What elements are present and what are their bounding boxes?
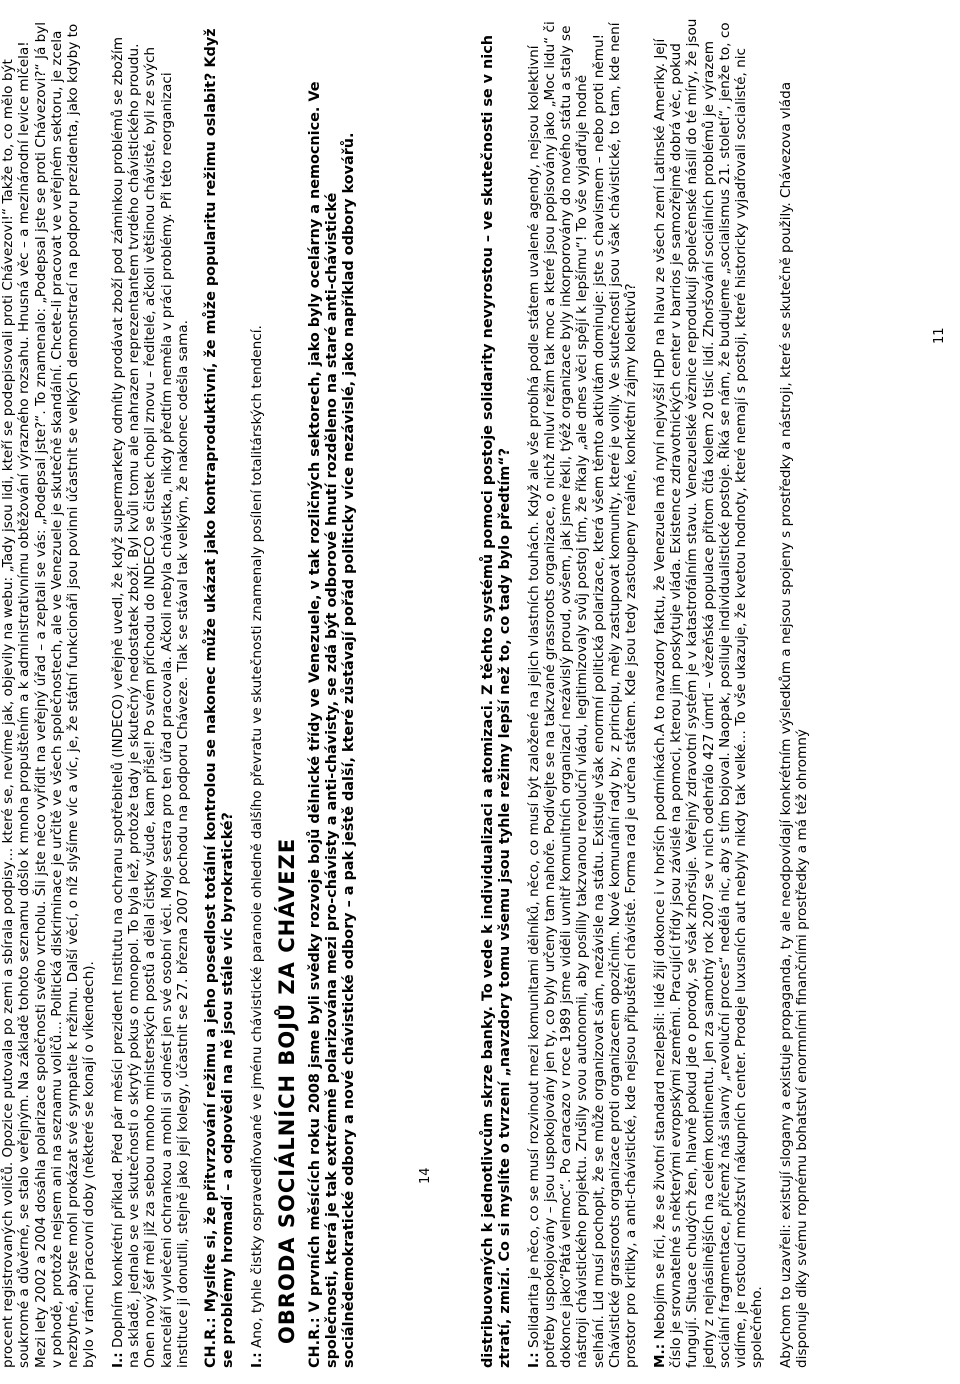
question-continued: distribuovaných k jednotlivcům skrze banky. To vede k individualizaci a atomizaci. Z těchto systémů pomoci postoje solidarity nevyrostou – ve skutečnosti se v nich ztratí, zmizí. Co si myslíte o tvrzení „navzdory tomu všemu jsou tyhle režimy lepší než to, co tady bylo předtím“? <box>480 34 513 1368</box>
section-question-paragraph <box>307 18 357 1368</box>
question-paragraph <box>203 18 237 1368</box>
intro-paragraph: procent registrovaných voličů. Opozice putovala po zemi a sbírala podpisy… které se, nevíme jak, objevily na webu: „Tady jsou lidi, kteří se podepisovali proti Chávezovi!“ Takže to, co mělo být soukromé a důvěrné, se stalo veřejným. Na základě tohoto seznamu došlo k mnoha propuštěním a k administrativnímu obtěžování výrazného rozsahu. Hnusná věc – a mezinárodní levice mlčela! Mezi lety 2002 a 2004 dosáhla polarizace společnosti svého vrcholu. Šli jste něco vyřídit na veřejný úřad – a zeptali se vás: „Podepsal jste?“. To znamenalo: „Podepsal jste se proti Chávezovi?“ Já byl v pohodě, protože nejsem ani na seznamu voličů… Politická diskriminace je určitě ve všech společnostech, ale ve Venezuele je skutečně skandální. Chcete-li pracovat ve veřejném sektoru, je zcela nezbytné, abyste mohl prokázat své sympatie k režimu. Další věcí, o níž slyšíme víc a víc, je, že státní funkcionáři jsou povinni účastnit se velkých demonstrací na podporu prezidenta, jako kdyby to bylo v rámci pracovní doby (některé se konají o víkendech). <box>0 21 98 1368</box>
speaker-label: CH.R.: <box>307 1317 324 1368</box>
left-text-column <box>0 18 358 1368</box>
answer-text: Doplním konkrétní příklad. Před pár měsíci prezident Institutu na ochranu spotřebitelů (INDECO) veřejně uvedl, že když supermarkety odmítly prodávat zboží pod záminkou problémů se zbožím na skladě, jednalo se ve skutečnosti o skrytý pokus o monopol. To byla lež, protože tady je skutečný nedostatek zboží. Byl kvůli tomu ale nahrazen reprezentantem tvrdého chávistického proudu. Onen nový šéf měl již za sebou mnoho ministerských postů a dělal čistky všude, kam přišel! Po svém příchodu do INDECO se čistek chopil znovu – ředitelé, ačkoli většinou chávisté, byli ze svých kanceláří vyvlečeni ochrankou a mohli si odnést jen své osobní věci. Moje sestra pro ten úřad pracovala. Ačkoli nebyla chávistka, nikdy předtím neměla v práci problémy. Při této reorganizaci instituce ji donutili, stejně jako její kolegy, účastnit se 27. března 2007 pochodu na podporu Cháveze. Tlak se stával tak velkým, že nakonec odešla sama. <box>109 36 191 1368</box>
answer-text: Solidarita je něco, co se musí rozvinout mezi komunitami dělníků, něco, co musí být založené na jejich vlastních touhách. Když ale vše probíhá podle státem uvalené agendy, nejsou kolektivní potřeby uspokojovány – jsou uspokojovány jen ty, co byly určeny tam nahoře. Podívejte se na takzvané grassroots organizace, o nichž mluví režim tak moc a které jsou popisovány jako „Moc lidu“ či dokonce jako“Pátá velmoc“. Po caracazo v roce 1989 jsme viděli uvnitř komunitních organizací nezávislý proud, ovšem, jak jsme řekli, týéž organizace byly inkorporovány do nového státu a staly se nástroji chávistického projektu. Zrušily svou autonomii, aby posílily takzvanou revoluční vládu, legitimizovaly svůj postoj tím, že říkaly „ale dnes věci spějí k lepšímu“! To vše vyjadřuje hodně selhání. Lid musí pochopit, že se může organizovat sám, nezávisle na státu. Existuje však enormní politická polarizace, která všem těmto aktivitám dominuje: jste s chavismem – nebo proti němu! Chávistické grassroots organizace proti organizacem opozičním. Nové komunální rady by, z principu, měly zastupovat komunity, které je volily. Ve skutečnosti jsou však chávistické, to tam, kde není prostor pro kritiky, a anti-chávistické, kde nejsou připuštění chávisté. Forma rad je určena státem. Kde jsou tedy zastoupeny reálné, konkrétní zájmy kolektivů? <box>525 21 640 1368</box>
speaker-label: I.: <box>248 1352 265 1368</box>
right-text-column <box>480 18 810 1368</box>
reply-text: Ano, tyhle čistky ospravedlňované ve jménu chávistické paranoie ohledně dalšího převratu ve skutečnosti znamenaly posílení totalitárských tendencí. <box>248 325 265 1353</box>
speaker-label: I.: <box>109 1352 126 1368</box>
answer-text: Nebojím se říci, že se životní standard nezlepšil: lidé žijí dokonce i v horších podmínkách.A to navzdory faktu, že Venezuela má nyní nejvyšší HDP na hlavu ze všech zemí Latinské Ameriky. Její číslo je srovnatelné s některými evropskými zeměmi. Pracující třídy jsou závislé na pomoci, kterou jim poskytuje vláda. Existence zdravotnických center v barrios je samozřejmě dobrá věc, pokud fungují. Situace chudých žen, hlavně pokud jde o porody, se však zhoršuje. Veřejný zdravotní systém je v katastrofálním stavu. Venezuelské věznice reprodukují společenské násilí do té míry, že jsou jedny z nejnásilnějších na celém kontinentu. Jen za samotný rok 2007 se v nich odehrálo 427 úmrtí – vězeňská populace přitom čítá kolem 20 tisíc lidí. Zhoršování sociálních problémů je výrazem sociální fragmentace, přičemž náš slavný „revoluční proces“ nedělá nic, aby s tím bojoval. Naopak, posiluje individualistické postoje. Říká se nám, že budujeme „socialismus 21. století“, jenže to, co vidíme, je rostoucí množství nákupních center. Prodeje luxusních aut nebyly nikdy tak velké… To vše ukazuje, že kvetou hodnoty, které nemají s postoji, které historicky vyjadřovali socialisté, nic společného. <box>651 18 766 1368</box>
answer-paragraph <box>110 18 191 1368</box>
answer-paragraph <box>652 18 766 1368</box>
answer-paragraph <box>526 18 640 1368</box>
reply-paragraph <box>249 18 265 1368</box>
page-number: 14 <box>418 1167 433 1184</box>
section-question-text: V prvních měsících roku 2008 jsme byli svědky rozvoje bojů dělnické třídy ve Venezuele, v tak rozličných sektorech, jako byly ocelárny a nemocnice. Ve společnosti, která je tak extrémně polarizována mezi pro-chávisty a anti-chávisty, se zdá být odborové hnutí rozděleno na staré anti-chávistické sociálnědemokratické odbory a nové chávistické odbory – a pak ještě další, které zůstávají pořád politicky více nezávislé, jako například odbory kovářů. <box>307 81 358 1368</box>
right-page <box>480 0 960 1384</box>
question-text: Myslíte si, že přitvrzování režimu a jeho posedlost totální kontrolou se nakonec může ukázat jako kontraproduktivní, že může popularitu režimu oslabit? Když se problémy hromadí – a odpovědi na ně jsou stále víc byrokratické? <box>203 28 237 1368</box>
speaker-label: CH.R.: <box>203 1317 220 1368</box>
section-heading: OBRODA SOCIÁLNÍCH BOJŮ ZA CHÁVEZE <box>275 837 300 1344</box>
speaker-label: M.: <box>651 1343 668 1368</box>
page-number: 11 <box>932 327 947 344</box>
closing-paragraph: Abychom to uzavřeli: existují slogany a existuje propaganda, ty ale neodpovídají konkrétním výsledkům a nejsou spojeny s prostředky a nástroji, které se skutečně použily. Chávezova vláda disponuje díky svému ropnému bohatství enormními finančními prostředky a má též ohromný <box>777 81 811 1368</box>
speaker-label: I.: <box>525 1352 542 1368</box>
